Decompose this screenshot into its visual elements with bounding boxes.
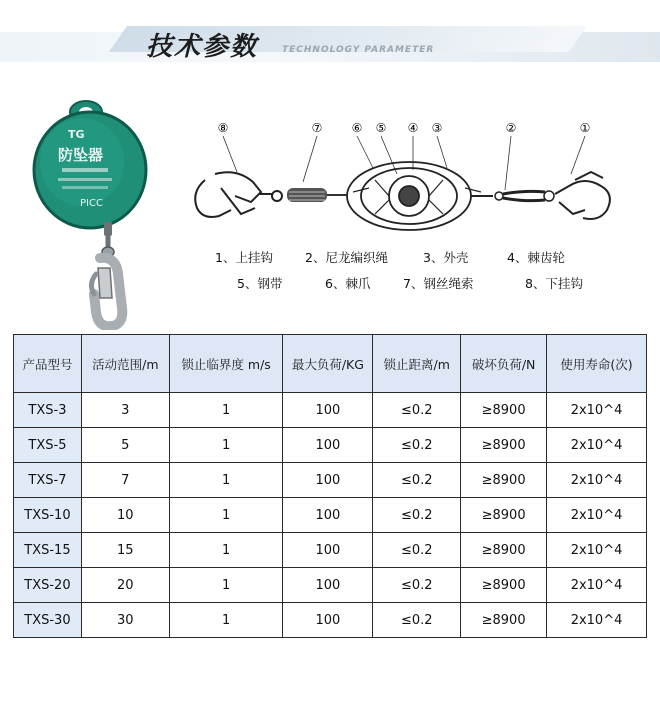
part-label: 4、棘齿轮 (507, 250, 565, 265)
column-header: 锁止距离/m (373, 335, 461, 393)
part-label: 7、钢丝绳索 (403, 276, 474, 291)
table-cell: 100 (283, 603, 373, 638)
table-cell: 3 (81, 393, 169, 428)
table-row (14, 533, 647, 568)
part-label: 1、上挂钩 (215, 250, 273, 265)
table-cell: 2x10^4 (547, 498, 647, 533)
section-subtitle: TECHNOLOGY PARAMETER (282, 45, 435, 55)
section-header (0, 18, 660, 72)
part-label: 6、棘爪 (325, 276, 371, 291)
table-cell: 5 (81, 428, 169, 463)
table-cell: 2x10^4 (547, 393, 647, 428)
table-row (14, 568, 647, 603)
table-cell: ≥8900 (461, 603, 547, 638)
part-num-6: ⑥ (351, 121, 363, 135)
table-cell: 100 (283, 428, 373, 463)
table-cell: 2x10^4 (547, 463, 647, 498)
table-cell: 1 (169, 603, 283, 638)
model-cell: TXS-7 (14, 463, 82, 498)
table-cell: ≥8900 (461, 568, 547, 603)
table-cell: ≥8900 (461, 533, 547, 568)
table-cell: 2x10^4 (547, 568, 647, 603)
table-cell: ≤0.2 (373, 498, 461, 533)
table-cell: ≥8900 (461, 393, 547, 428)
part-num-4: ④ (407, 121, 419, 135)
part-label: 8、下挂钩 (525, 276, 583, 291)
table-cell: 30 (81, 603, 169, 638)
structure-diagram (175, 110, 635, 300)
table-cell: 100 (283, 568, 373, 603)
part-num-2: ② (505, 121, 517, 135)
table-cell: ≤0.2 (373, 428, 461, 463)
model-cell: TXS-20 (14, 568, 82, 603)
model-cell: TXS-15 (14, 533, 82, 568)
model-cell: TXS-10 (14, 498, 82, 533)
table-cell: 7 (81, 463, 169, 498)
table-cell: ≤0.2 (373, 463, 461, 498)
table-row (14, 393, 647, 428)
column-header: 破坏负荷/N (461, 335, 547, 393)
table-row (14, 428, 647, 463)
table-cell: 100 (283, 463, 373, 498)
spec-table (13, 334, 647, 638)
table-row (14, 603, 647, 638)
part-num-1: ① (579, 121, 591, 135)
table-cell: ≤0.2 (373, 568, 461, 603)
part-num-8: ⑧ (217, 121, 229, 135)
table-cell: 2x10^4 (547, 428, 647, 463)
table-cell: 1 (169, 393, 283, 428)
part-label: 2、尼龙编织绳 (305, 250, 388, 265)
table-cell: 100 (283, 533, 373, 568)
device-brand: PICC (80, 198, 103, 209)
table-row (14, 498, 647, 533)
table-row (14, 463, 647, 498)
part-num-3: ③ (431, 121, 443, 135)
table-cell: 100 (283, 393, 373, 428)
table-cell: 20 (81, 568, 169, 603)
column-header: 锁止临界度 m/s (169, 335, 283, 393)
table-cell: ≤0.2 (373, 603, 461, 638)
table-cell: ≤0.2 (373, 393, 461, 428)
column-header: 产品型号 (14, 335, 82, 393)
section-title: 技术参数 (146, 32, 259, 62)
part-label: 3、外壳 (423, 250, 469, 265)
model-cell: TXS-5 (14, 428, 82, 463)
model-cell: TXS-3 (14, 393, 82, 428)
table-cell: 15 (81, 533, 169, 568)
column-header: 使用寿命(次) (547, 335, 647, 393)
fall-arrester-image (18, 98, 168, 330)
table-cell: 1 (169, 568, 283, 603)
part-num-7: ⑦ (311, 121, 323, 135)
table-cell: ≥8900 (461, 463, 547, 498)
table-header-row (14, 335, 647, 393)
device-label: 防坠器 (58, 146, 104, 164)
column-header: 最大负荷/KG (283, 335, 373, 393)
table-cell: ≤0.2 (373, 533, 461, 568)
table-cell: 1 (169, 498, 283, 533)
device-badge: TG (68, 128, 85, 141)
table-cell: 10 (81, 498, 169, 533)
part-num-5: ⑤ (375, 121, 387, 135)
table-cell: 2x10^4 (547, 533, 647, 568)
table-cell: 2x10^4 (547, 603, 647, 638)
part-label: 5、钢带 (237, 276, 283, 291)
table-cell: 1 (169, 533, 283, 568)
model-cell: TXS-30 (14, 603, 82, 638)
table-cell: 100 (283, 498, 373, 533)
table-cell: ≥8900 (461, 428, 547, 463)
table-cell: 1 (169, 463, 283, 498)
table-cell: 1 (169, 428, 283, 463)
table-cell: ≥8900 (461, 498, 547, 533)
column-header: 活动范围/m (81, 335, 169, 393)
